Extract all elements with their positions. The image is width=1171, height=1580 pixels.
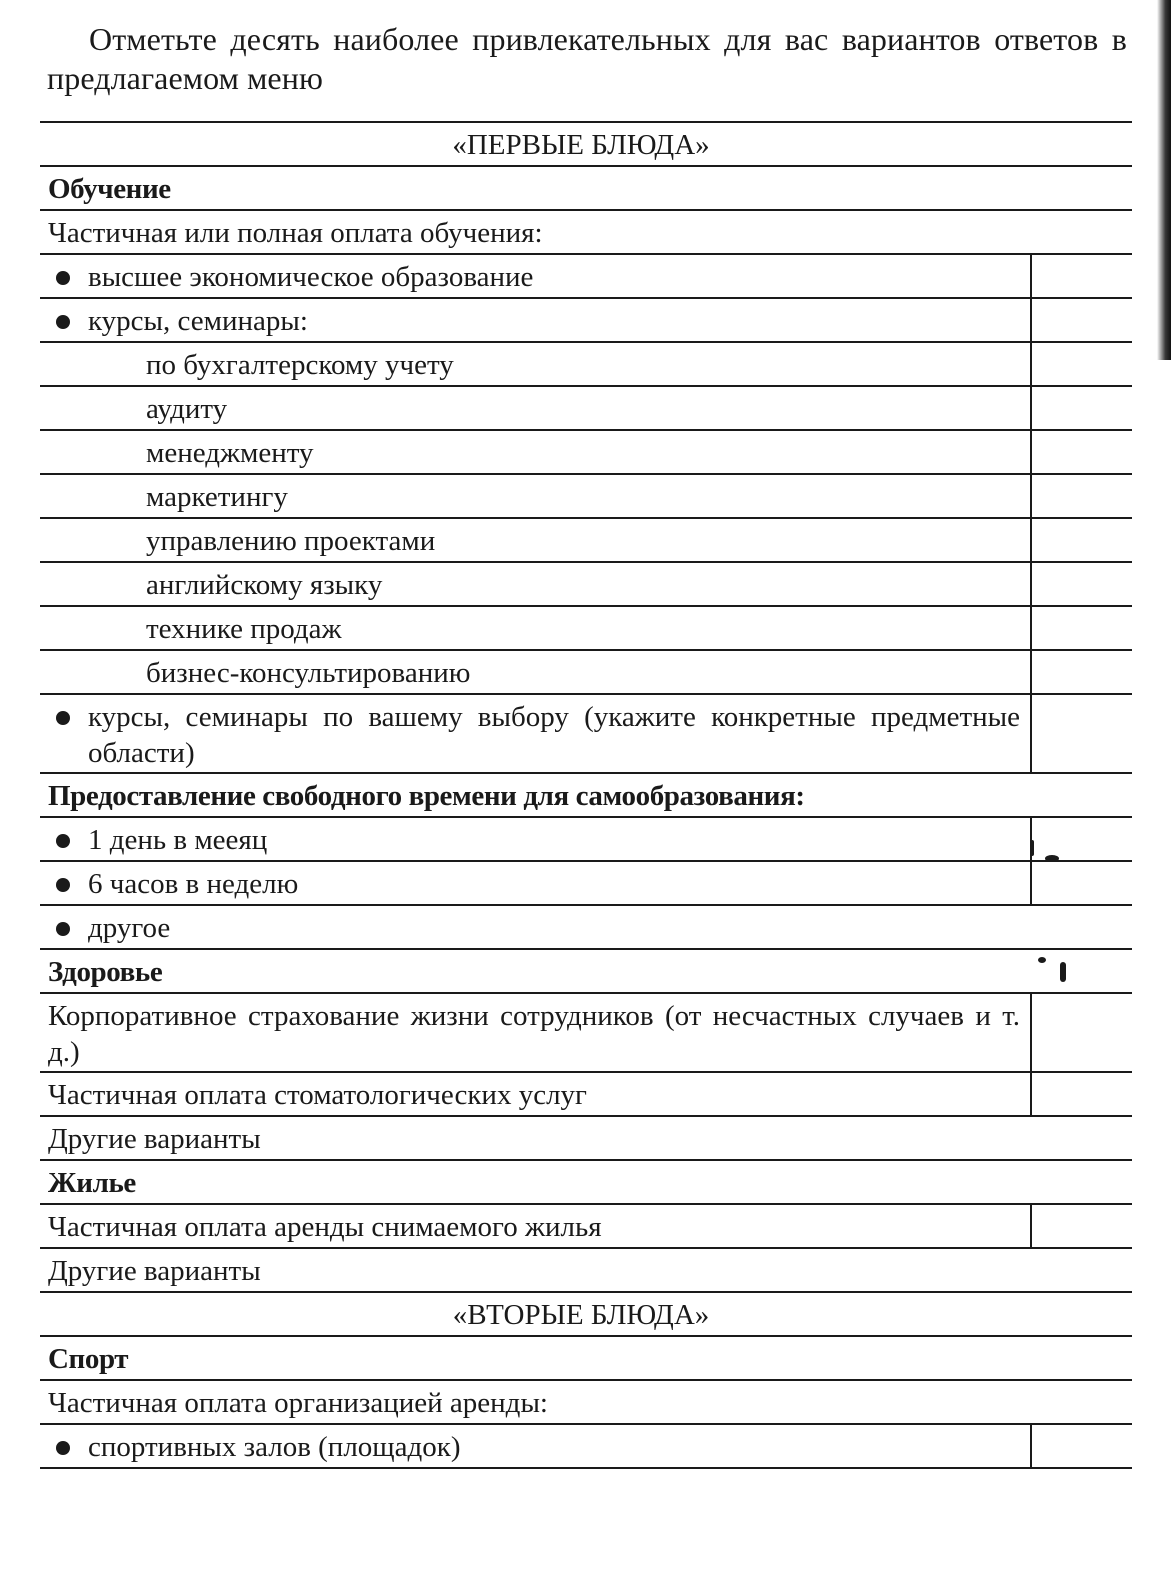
sub-option-label: менеджменту — [146, 437, 314, 469]
bulleted-option-label: 1 день в меeяц — [40, 818, 1030, 860]
menu-option-row — [40, 695, 1132, 774]
instruction-text: Отметьте десять наиболее привлекательных для вас вариантов ответов в предлагаемом меню — [47, 21, 1127, 96]
scan-edge-shadow — [1157, 0, 1171, 360]
menu-option-row — [40, 1249, 1132, 1293]
sub-option-label: технике продаж — [146, 613, 342, 645]
scan-speck — [1030, 840, 1034, 856]
option-label: Корпоративное страхование жизни сотрудников (от несчастных случаев и т. д.) — [48, 1000, 1020, 1068]
option-label: Другие варианты — [48, 1123, 261, 1155]
checkbox-cell[interactable] — [1030, 607, 1132, 649]
checkbox-cell[interactable] — [1030, 651, 1132, 693]
category-title: Спорт — [48, 1343, 129, 1375]
scan-speck — [1038, 957, 1046, 963]
checkbox-cell[interactable] — [1030, 475, 1132, 517]
category-heading-row — [40, 950, 1132, 994]
bulleted-option-label: спортивных залов (площадок) — [40, 1425, 1030, 1467]
menu-option-row — [40, 299, 1132, 343]
menu-option-row — [40, 906, 1132, 950]
menu-option-row — [40, 994, 1132, 1073]
option-label: Другие варианты — [48, 1255, 261, 1287]
menu-option-row — [40, 1117, 1132, 1161]
category-heading-row — [40, 774, 1132, 818]
bulleted-option-label: курсы, семинары: — [40, 299, 1030, 341]
category-title: Жилье — [48, 1167, 136, 1199]
checkbox-cell[interactable] — [1030, 431, 1132, 473]
menu-option-row — [40, 862, 1132, 906]
option-label: Частичная оплата организацией аренды: — [48, 1387, 548, 1419]
section-title: «ПЕРВЫЕ БЛЮДА» — [452, 129, 710, 161]
option-label: Частичная или полная оплата обучения: — [48, 217, 543, 249]
sub-option-label: бизнес-консультированию — [146, 657, 471, 689]
menu-option-row — [40, 1205, 1132, 1249]
scan-speck — [1045, 855, 1059, 862]
category-title: Здоровье — [48, 956, 163, 988]
checkbox-cell[interactable] — [1030, 563, 1132, 605]
sub-option-label: управлению проектами — [146, 525, 436, 557]
menu-section-row — [40, 123, 1132, 167]
menu-option-row — [40, 607, 1132, 651]
sub-option-label: маркетингу — [146, 481, 288, 513]
scan-speck — [1060, 962, 1066, 982]
sub-option-label: по бухгалтерскому учету — [146, 349, 454, 381]
checkbox-cell[interactable] — [1030, 343, 1132, 385]
menu-option-row — [40, 387, 1132, 431]
category-title: Обучение — [48, 173, 171, 205]
menu-section-row — [40, 1293, 1132, 1337]
checkbox-cell[interactable] — [1030, 255, 1132, 297]
menu-option-row — [40, 1425, 1132, 1469]
checkbox-cell[interactable] — [1030, 1205, 1132, 1247]
category-heading-row — [40, 167, 1132, 211]
category-title: Предоставление свободного времени для самообразования: — [48, 780, 805, 812]
checkbox-cell[interactable] — [1030, 387, 1132, 429]
section-title: «ВТОРЫЕ БЛЮДА» — [452, 1299, 710, 1331]
sub-option-label: аудиту — [146, 393, 228, 425]
checkbox-cell[interactable] — [1030, 862, 1132, 904]
menu-option-row — [40, 343, 1132, 387]
menu-option-row — [40, 475, 1132, 519]
menu-option-row — [40, 818, 1132, 862]
bulleted-option-label: другое — [40, 906, 1132, 948]
checkbox-cell[interactable] — [1030, 994, 1132, 1071]
checkbox-cell[interactable] — [1030, 818, 1132, 860]
option-label: Частичная оплата стоматологических услуг — [48, 1079, 587, 1111]
bulleted-option-label: курсы, семинары по вашему выбору (укажите конкретные предметные области) — [40, 695, 1030, 772]
menu-option-row — [40, 1381, 1132, 1425]
menu-option-row — [40, 563, 1132, 607]
bulleted-option-label: 6 часов в неделю — [40, 862, 1030, 904]
category-heading-row — [40, 1337, 1132, 1381]
sub-option-label: английскому языку — [146, 569, 383, 601]
menu-option-row — [40, 519, 1132, 563]
bulleted-option-label: высшее экономическое образование — [40, 255, 1030, 297]
menu-option-row — [40, 431, 1132, 475]
menu-option-row — [40, 255, 1132, 299]
menu-option-row — [40, 211, 1132, 255]
category-heading-row — [40, 1161, 1132, 1205]
menu-option-row — [40, 651, 1132, 695]
menu-option-row — [40, 1073, 1132, 1117]
checkbox-cell[interactable] — [1030, 519, 1132, 561]
option-label: Частичная оплата аренды снимаемого жилья — [48, 1211, 602, 1243]
benefits-menu-table — [40, 121, 1132, 1469]
checkbox-cell[interactable] — [1030, 1073, 1132, 1115]
checkbox-cell[interactable] — [1030, 695, 1132, 772]
checkbox-cell[interactable] — [1030, 299, 1132, 341]
checkbox-cell[interactable] — [1030, 1425, 1132, 1467]
